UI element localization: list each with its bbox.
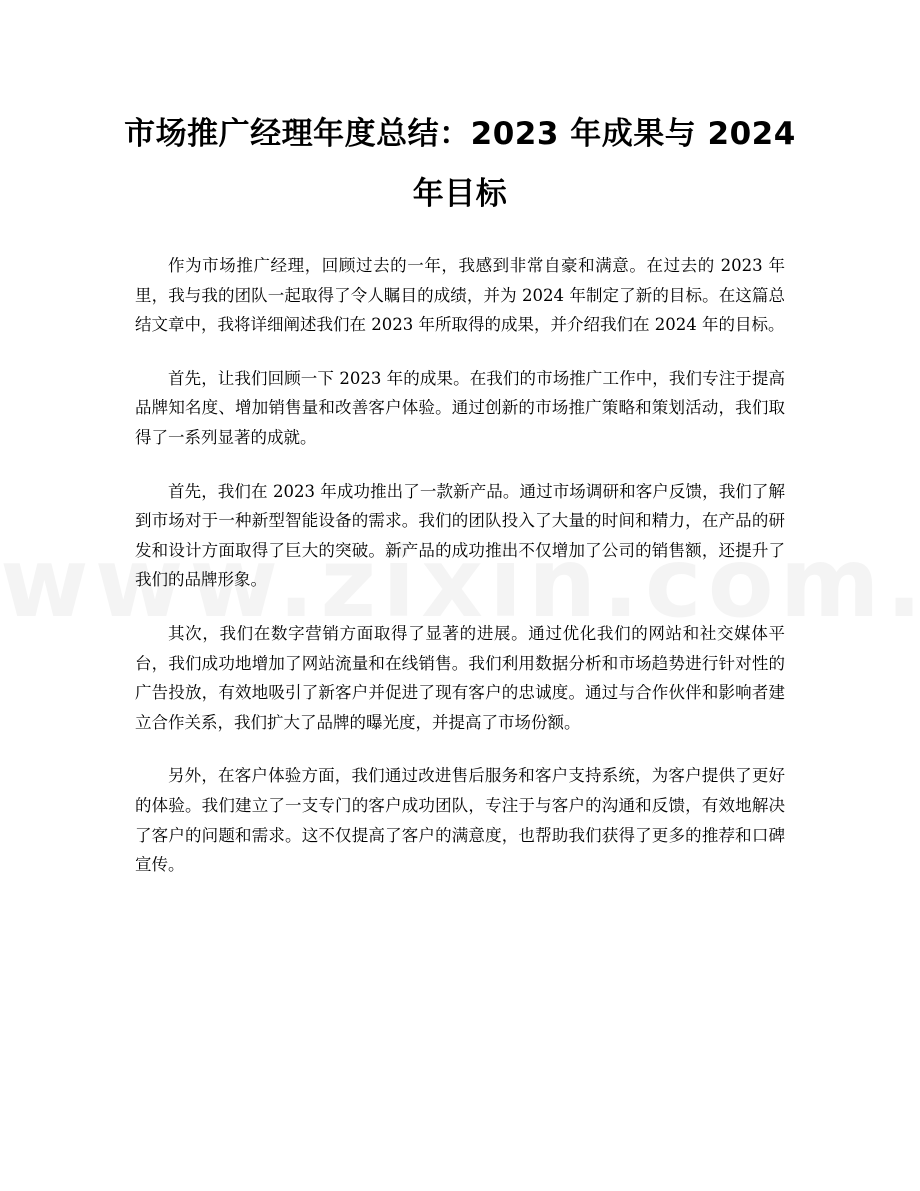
paragraph-customer-experience: 另外，在客户体验方面，我们通过改进售后服务和客户支持系统，为客户提供了更好的体验。我们建立了一支专门的客户成功团队，专注于与客户的沟通和反馈，有效地解决了客户的问题和需求。这不仅提高了客户的满意度，也帮助我们获得了更多的推荐和口碑宣传。 [135,766,785,875]
document-title [120,104,800,224]
paragraph-digital-marketing: 其次，我们在数字营销方面取得了显著的进展。通过优化我们的网站和社交媒体平台，我们成功地增加了网站流量和在线销售。我们利用数据分析和市场趋势进行针对性的广告投放，有效地吸引了新客户并促进了现有客户的忠诚度。通过与合作伙伴和影响者建立合作关系，我们扩大了品牌的曝光度，并提高了市场份额。 [135,623,785,732]
title-line-2: 年目标 [412,176,508,212]
document-body [135,251,785,904]
paragraph-intro: 作为市场推广经理，回顾过去的一年，我感到非常自豪和满意。在过去的 2023 年里，我与我的团队一起取得了令人瞩目的成绩，并为 2024 年制定了新的目标。在这篇总结文章中，我将详细阐述我们在 2023 年所取得的成果，并介绍我们在 2024 年的目标。 [135,256,785,335]
paragraph-review: 首先，让我们回顾一下 2023 年的成果。在我们的市场推广工作中，我们专注于提高品牌知名度、增加销售量和改善客户体验。通过创新的市场推广策略和策划活动，我们取得了一系列显著的成就。 [135,368,785,447]
paragraph-new-product: 首先，我们在 2023 年成功推出了一款新产品。通过市场调研和客户反馈，我们了解到市场对于一种新型智能设备的需求。我们的团队投入了大量的时间和精力，在产品的研发和设计方面取得了巨大的突破。新产品的成功推出不仅增加了公司的销售额，还提升了我们的品牌形象。 [135,481,785,590]
title-line-1: 市场推广经理年度总结：2023 年成果与 2024 [124,116,796,152]
